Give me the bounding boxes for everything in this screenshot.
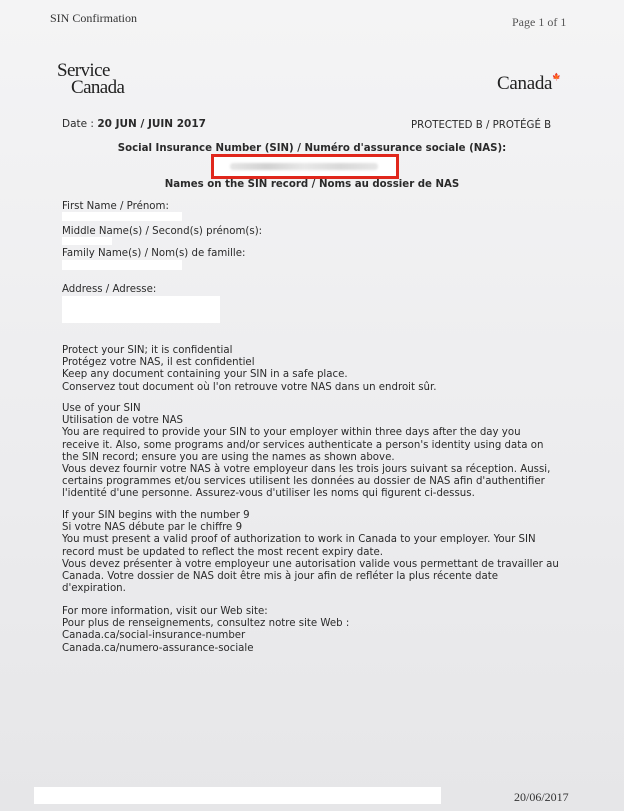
sin-heading: Social Insurance Number (SIN) / Numéro d'assurance sociale (NAS):	[117, 143, 507, 154]
protect-line: Protect your SIN; it is confidential	[62, 345, 233, 356]
protect-line: Conservez tout document où l'on retrouve votre NAS dans un endroit sûr.	[62, 381, 437, 393]
nine-line: Si votre NAS débute par le chiffre 9	[62, 522, 243, 534]
footer-redaction	[34, 787, 441, 804]
use-line: receive it. Also, some programs and/or services authenticate a person's identity using data on	[62, 439, 544, 451]
info-line: Pour plus de renseignements, consultez notre site Web :	[62, 618, 350, 630]
first-name-label: First Name / Prénom:	[62, 201, 169, 212]
logo-service-word: Service	[57, 60, 110, 81]
use-section	[62, 403, 562, 501]
nine-line: Vous devez présenter à votre employeur une autorisation valide vous permettant de travailler au	[62, 558, 559, 570]
canada-wordmark	[497, 73, 561, 95]
use-line: Vous devez fournir votre NAS à votre employeur dans les trois jours suivant sa réception. Aussi,	[62, 464, 551, 476]
sin-nine-section	[62, 510, 562, 595]
date-line	[62, 118, 206, 130]
classification-label: PROTECTED B / PROTÉGÉ B	[411, 120, 552, 131]
middle-name-label: Middle Name(s) / Second(s) prénom(s):	[62, 226, 263, 237]
family-name-label: Family Name(s) / Nom(s) de famille:	[62, 248, 246, 259]
names-heading: Names on the SIN record / Noms au dossier de NAS	[164, 179, 460, 190]
info-line: For more information, visit our Web site:	[62, 606, 268, 617]
info-url: Canada.ca/numero-assurance-sociale	[62, 642, 254, 654]
nine-line: d'expiration.	[62, 583, 126, 595]
sin-redaction-box	[211, 154, 399, 179]
address-redaction	[62, 296, 220, 323]
nine-line: Canada. Votre dossier de NAS doit être mis à jour afin de refléter la plus récente date	[62, 571, 499, 583]
family-name-redaction	[62, 260, 182, 270]
flag-icon: 🍁	[552, 73, 561, 81]
middle-name-redaction	[62, 237, 112, 245]
use-line: certains programmes et/ou services utilisent les données au dossier de NAS afin d'authentifier	[62, 476, 545, 488]
first-name-redaction	[62, 212, 182, 221]
service-canada-logo	[57, 62, 124, 96]
info-url: Canada.ca/social-insurance-number	[62, 630, 246, 642]
doc-title: SIN Confirmation	[50, 11, 137, 25]
protect-line: Protégez votre NAS, il est confidentiel	[62, 357, 255, 369]
protect-section	[62, 345, 562, 394]
protect-line: Keep any document containing your SIN in a safe place.	[62, 369, 348, 381]
print-date: 20/06/2017	[514, 790, 569, 804]
blurred-sin-value	[230, 163, 378, 170]
use-line: l'identité d'une personne. Assurez-vous d'utiliser les noms qui figurent ci-dessus.	[62, 488, 475, 500]
nine-line: record must be updated to reflect the most recent expiry date.	[62, 546, 384, 558]
nine-line: You must present a valid proof of authorization to work in Canada to your employer. Your SIN	[62, 534, 536, 546]
use-line: Utilisation de votre NAS	[62, 415, 184, 427]
logo-canada-word: Canada	[71, 77, 125, 98]
date-value: 20 JUN / JUIN 2017	[97, 118, 206, 130]
use-line: Use of your SIN	[62, 403, 141, 414]
date-label: Date :	[62, 118, 94, 130]
canada-wordmark-text: Canada	[497, 73, 553, 94]
page-indicator: Page 1 of 1	[512, 15, 567, 29]
nine-line: If your SIN begins with the number 9	[62, 510, 250, 521]
use-line: the SIN record; ensure you are using the names as shown above.	[62, 451, 395, 463]
info-section	[62, 606, 562, 655]
use-line: You are required to provide your SIN to your employer within three days after the day you	[62, 427, 521, 439]
address-label: Address / Adresse:	[62, 284, 157, 295]
